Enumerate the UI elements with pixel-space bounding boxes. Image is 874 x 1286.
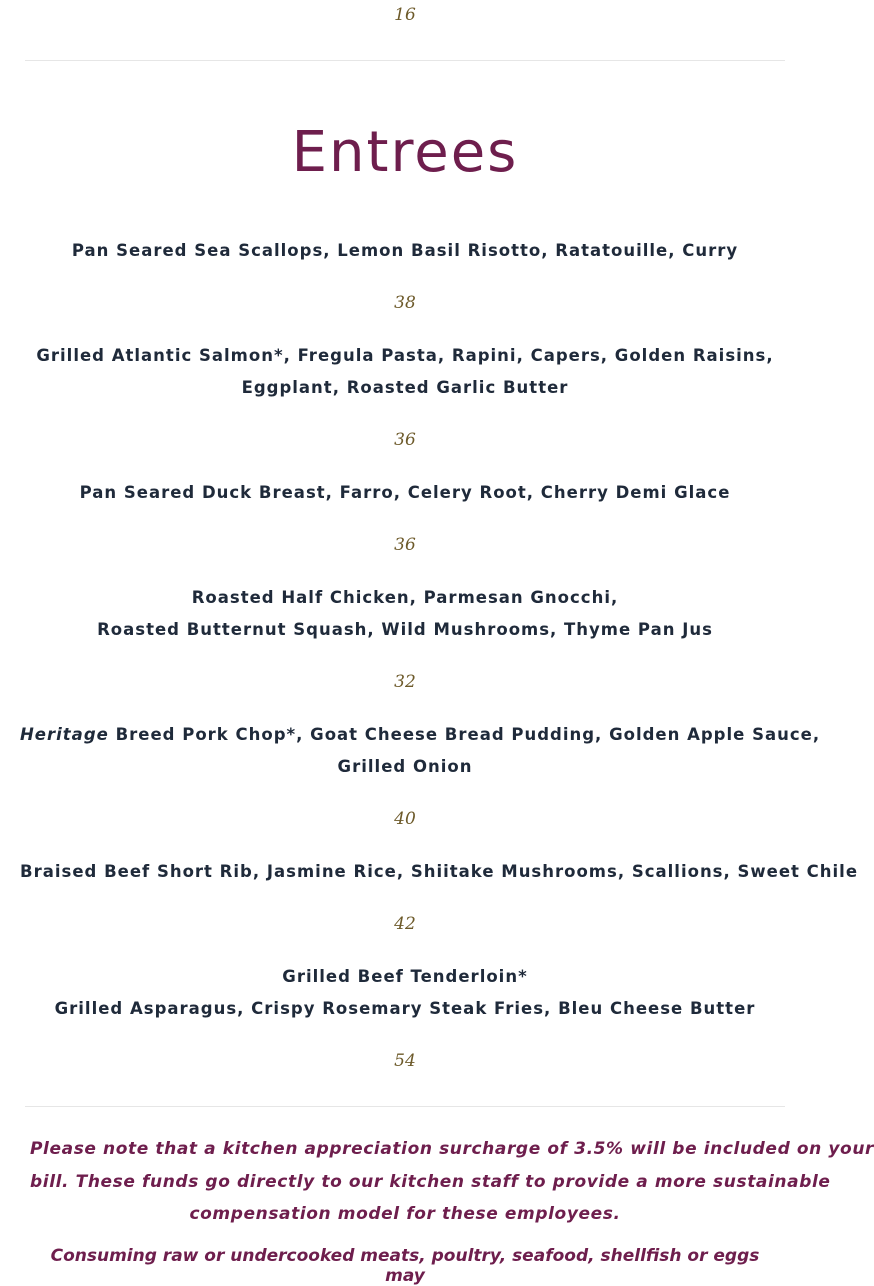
- menu-item-description-cont: Eggplant, Roasted Garlic Butter: [241, 378, 569, 397]
- menu-item-price: 54: [394, 1051, 416, 1071]
- menu-item-price: 36: [394, 535, 416, 555]
- menu-item-scallops: [20, 235, 790, 267]
- menu-item-duck: [20, 477, 790, 509]
- notice-line: compensation model for these employees.: [189, 1204, 621, 1224]
- consumption-advisory-cutoff: Consuming raw or undercooked meats, poultry, seafood, shellfish or eggs may: [50, 1246, 760, 1286]
- menu-item-description: Roasted Half Chicken, Parmesan Gnocchi,: [191, 588, 619, 607]
- section-title-entrees: Entrees: [291, 120, 519, 185]
- menu-item-price: 42: [394, 914, 416, 934]
- menu-item-tenderloin: [20, 961, 790, 1025]
- section-divider-top: [25, 60, 785, 61]
- menu-item-short-rib: [20, 856, 859, 888]
- surcharge-notice: [30, 1133, 874, 1231]
- menu-item-description-cont: Grilled Asparagus, Crispy Rosemary Steak Fries, Bleu Cheese Butter: [54, 999, 756, 1018]
- menu-item-description-text: Breed Pork Chop*, Goat Cheese Bread Pudding, Golden Apple Sauce,: [108, 725, 821, 744]
- menu-item-price: 32: [394, 672, 416, 692]
- notice-line: bill. These funds go directly to our kitchen staff to provide a more sustainable: [30, 1171, 831, 1192]
- menu-item-description: [20, 719, 821, 751]
- menu-item-pork-chop: [20, 719, 821, 783]
- menu-item-price: 36: [394, 430, 416, 450]
- menu-item-description-cont: Roasted Butternut Squash, Wild Mushrooms, Thyme Pan Jus: [97, 620, 713, 639]
- menu-item-description: Grilled Atlantic Salmon*, Fregula Pasta, Rapini, Capers, Golden Raisins,: [36, 346, 774, 365]
- notice-line: Please note that a kitchen appreciation surcharge of 3.5% will be included on your: [30, 1139, 874, 1159]
- menu-item-salmon: [20, 340, 790, 404]
- menu-item-description: Braised Beef Short Rib, Jasmine Rice, Shiitake Mushrooms, Scallions, Sweet Chile: [20, 862, 859, 881]
- menu-item-price: 40: [394, 809, 416, 829]
- menu-item-chicken: [20, 582, 790, 646]
- section-divider-bottom: [25, 1106, 785, 1107]
- menu-item-italic-prefix: Heritage: [20, 725, 109, 744]
- menu-item-description: Grilled Beef Tenderloin*: [282, 967, 528, 986]
- menu-item-description-cont: Grilled Onion: [337, 757, 473, 776]
- previous-item-price: 16: [394, 5, 416, 25]
- menu-item-price: 38: [394, 293, 416, 313]
- menu-item-description: Pan Seared Sea Scallops, Lemon Basil Risotto, Ratatouille, Curry: [71, 241, 739, 260]
- menu-item-description: Pan Seared Duck Breast, Farro, Celery Root, Cherry Demi Glace: [79, 483, 731, 502]
